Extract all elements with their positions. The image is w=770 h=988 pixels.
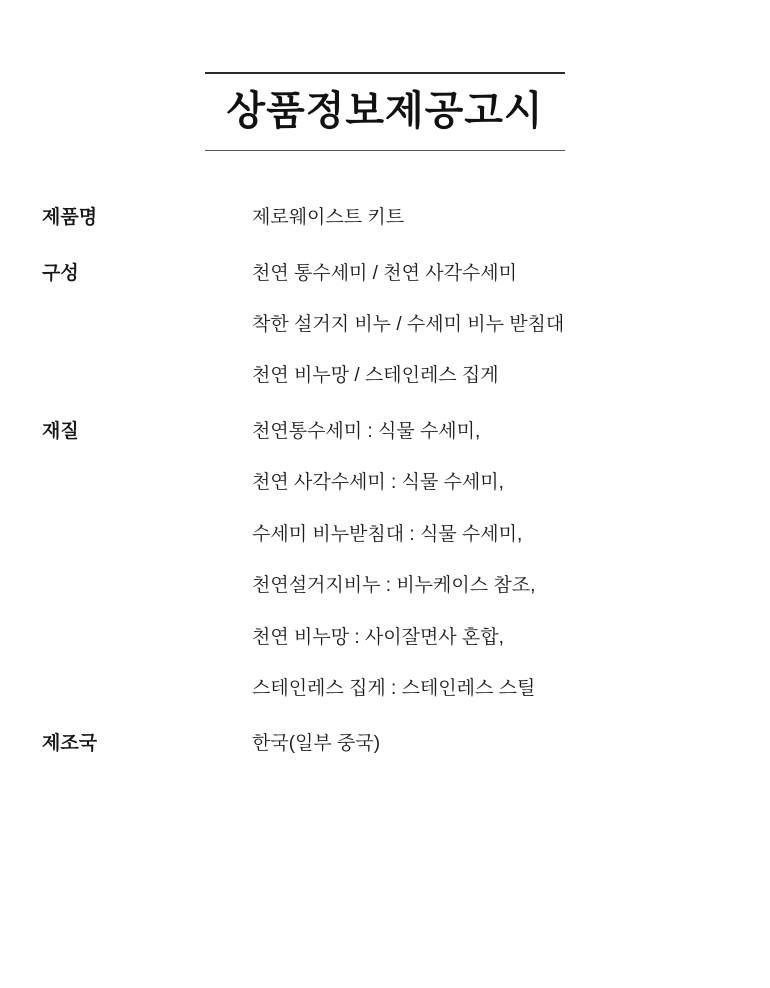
spec-value-group [252,729,750,758]
spec-label: 재질 [42,420,79,442]
spec-label: 구성 [42,262,79,284]
spec-value: 천연 비누망 : 사이잘면사 혼합, [252,626,504,648]
spec-row-product-name [42,203,750,233]
title-bottom-divider [205,150,565,151]
spec-value-group [252,203,750,232]
spec-value-group [252,259,750,391]
spec-value: 수세미 비누받침대 : 식물 수세미, [252,523,523,545]
spec-table [0,203,770,759]
title-block [205,72,565,151]
spec-value: 한국(일부 중국) [252,733,381,755]
spec-value: 천연설거지비누 : 비누케이스 참조, [252,575,536,597]
product-info-document [0,72,770,988]
spec-value: 천연 사각수세미 : 식물 수세미, [252,472,504,494]
spec-row-composition [42,259,750,391]
spec-value: 제로웨이스트 키트 [252,207,405,228]
spec-value: 스테인레스 집게 : 스테인레스 스틸 [252,678,536,699]
spec-value-group [252,417,750,704]
spec-value: 천연 통수세미 / 천연 사각수세미 [252,262,517,284]
spec-value: 천연 비누망 / 스테인레스 집게 [252,365,499,387]
spec-value: 착한 설거지 비누 / 수세미 비누 받침대 [252,313,565,335]
page-title: 상품정보제공고시 [226,89,544,133]
spec-label: 제품명 [42,207,98,228]
spec-value: 천연통수세미 : 식물 수세미, [252,420,481,442]
spec-row-material [42,417,750,704]
spec-row-country-of-manufacture [42,729,750,759]
spec-label: 제조국 [42,733,98,755]
